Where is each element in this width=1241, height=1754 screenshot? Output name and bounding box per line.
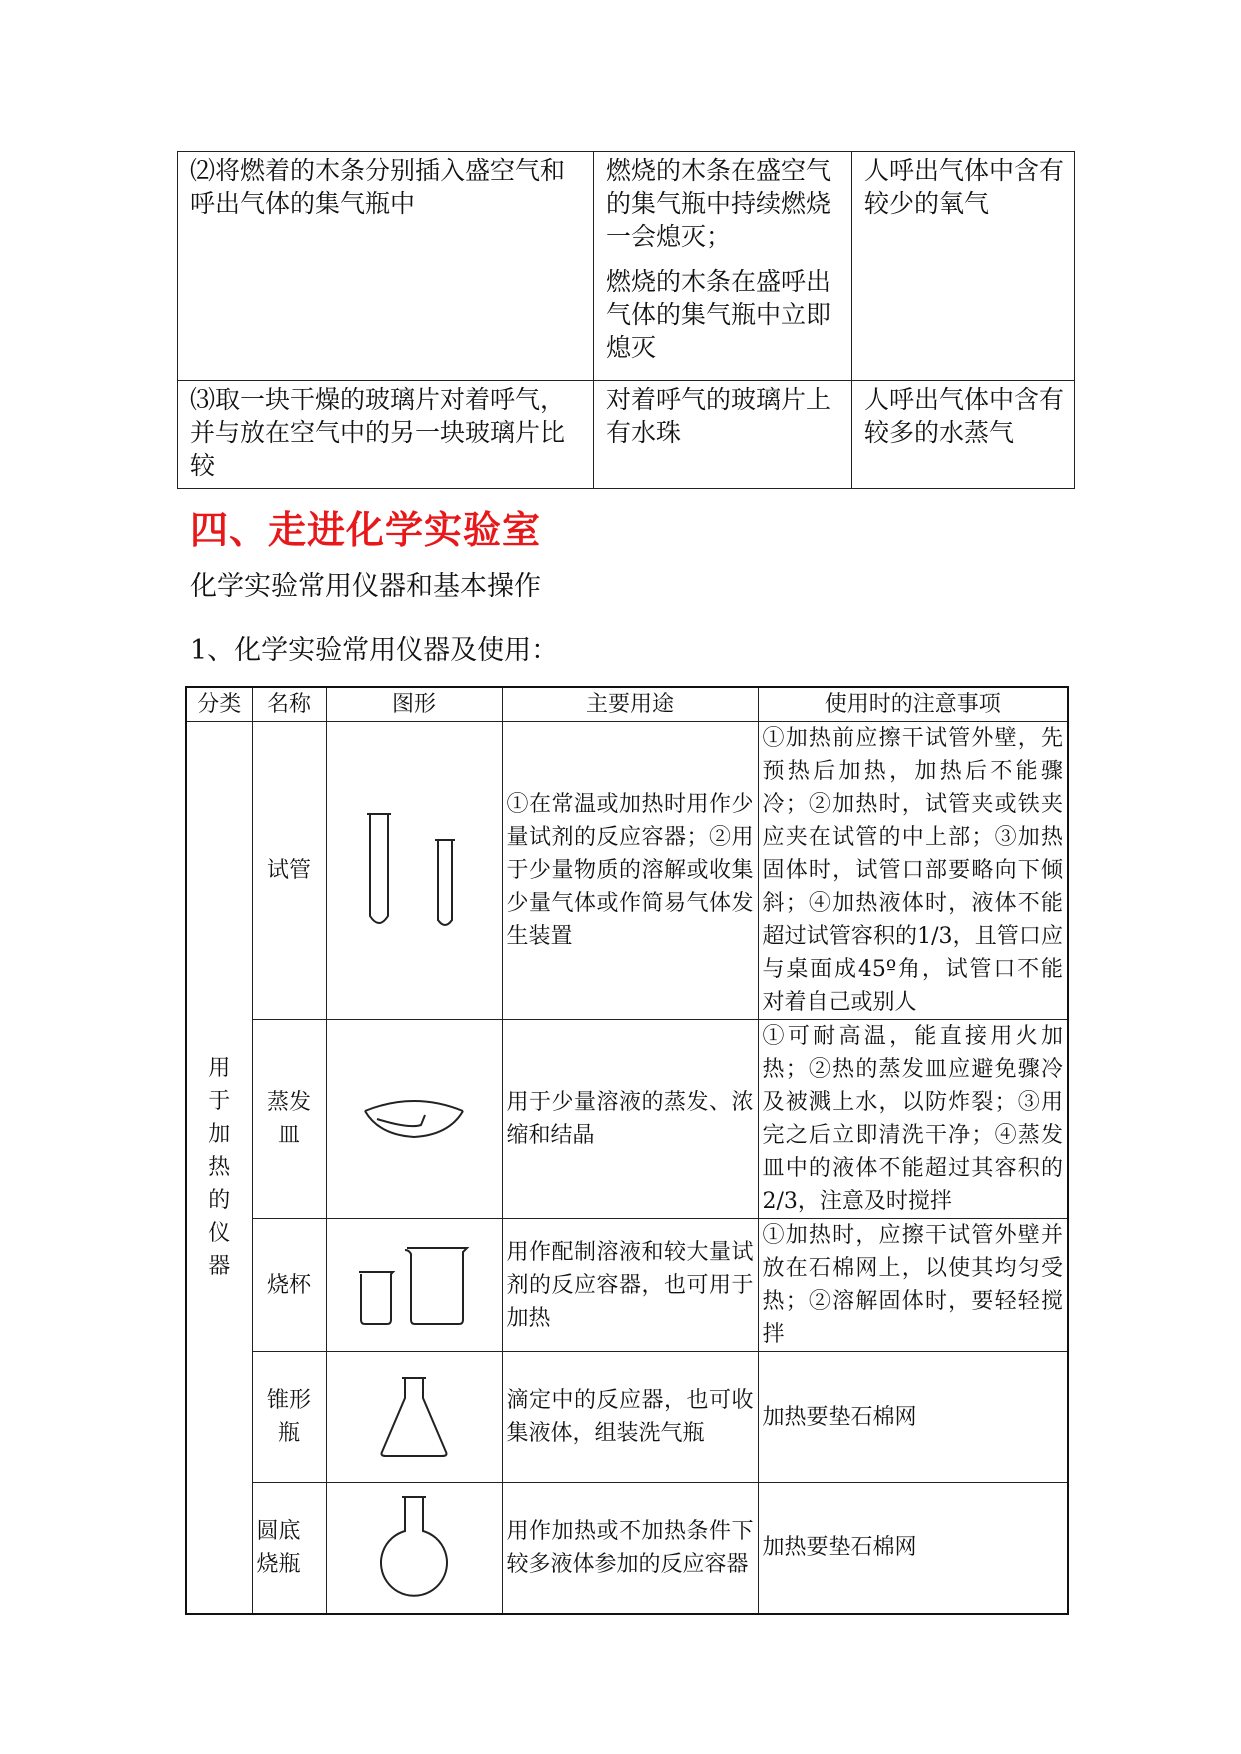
instrument-use: 用作配制溶液和较大量试剂的反应容器，也可用于加热 [502, 1219, 758, 1352]
category-label: 用于加热的仪器 [208, 1055, 231, 1279]
experiment-step: ⑶取一块干燥的玻璃片对着呼气，并与放在空气中的另一块玻璃片比较 [178, 381, 594, 489]
instrument-use: 滴定中的反应器，也可收集液体，组装洗气瓶 [502, 1352, 758, 1483]
instrument-notes: ①可耐高温，能直接用火加热；②热的蒸发皿应避免骤冷及被溅上水，以防炸裂；③用完之后立即清洗干净；④蒸发皿中的液体不能超过其容积的2/3，注意及时搅拌 [758, 1020, 1068, 1219]
section-title: 四、走进化学实验室 [190, 508, 542, 552]
instrument-figure [326, 1020, 502, 1219]
subtitle: 化学实验常用仪器和基本操作 [190, 571, 541, 602]
instrument-figure [326, 1483, 502, 1614]
instrument-use: 用作加热或不加热条件下较多液体参加的反应容器 [502, 1483, 758, 1614]
conical-flask-icon [374, 1372, 454, 1462]
header-notes: 使用时的注意事项 [758, 687, 1068, 722]
experiment-phenomenon: 对着呼气的玻璃片上有水珠 [594, 381, 852, 489]
instrument-use: 用于少量溶液的蒸发、浓缩和结晶 [502, 1020, 758, 1219]
experiment-step: ⑵将燃着的木条分别插入盛空气和呼出气体的集气瓶中 [178, 152, 594, 381]
category-cell [186, 722, 252, 1614]
instrument-notes: 加热要垫石棉网 [758, 1483, 1068, 1614]
evaporating-dish-icon [359, 1089, 469, 1149]
header-use: 主要用途 [502, 687, 758, 722]
table-row [178, 152, 1075, 381]
instrument-notes: ①加热前应擦干试管外壁，先预热后加热，加热后不能骤冷；②加热时，试管夹或铁夹应夹在试管的中上部；③加热固体时，试管口部要略向下倾斜；④加热液体时，液体不能超过试管容积的1/3，且管口应与桌面成45º角，试管口不能对着自己或别人 [758, 722, 1068, 1020]
instrument-notes: 加热要垫石棉网 [758, 1352, 1068, 1483]
instrument-figure [326, 1352, 502, 1483]
instrument-name: 试管 [252, 722, 326, 1020]
header-category: 分类 [186, 687, 252, 722]
instrument-name: 烧杯 [252, 1219, 326, 1352]
instrument-figure [326, 1219, 502, 1352]
instrument-table [185, 686, 1069, 1615]
table-row [186, 722, 1068, 1020]
table-row [178, 381, 1075, 489]
table-row [186, 1483, 1068, 1614]
experiment-conclusion: 人呼出气体中含有较少的氧气 [852, 152, 1075, 381]
experiment-conclusion: 人呼出气体中含有较多的水蒸气 [852, 381, 1075, 489]
test-tube-icon [349, 806, 479, 936]
header-name: 名称 [252, 687, 326, 722]
table-header-row [186, 687, 1068, 722]
instrument-name: 锥形瓶 [252, 1352, 326, 1483]
header-figure: 图形 [326, 687, 502, 722]
instrument-notes: ①加热时，应擦干试管外壁并放在石棉网上，以使其均匀受热；②溶解固体时，要轻轻搅拌 [758, 1219, 1068, 1352]
instrument-name: 圆底烧瓶 [252, 1483, 326, 1614]
instrument-figure [326, 722, 502, 1020]
table-row [186, 1352, 1068, 1483]
experiment-phenomenon: 燃烧的木条在盛空气的集气瓶中持续燃烧一会熄灭； 燃烧的木条在盛呼出气体的集气瓶中立即熄灭 [594, 152, 852, 381]
list-heading: 1、化学实验常用仪器及使用： [190, 635, 559, 666]
round-bottom-flask-icon [374, 1493, 454, 1603]
table-row [186, 1219, 1068, 1352]
beaker-icon [349, 1240, 479, 1330]
table-row [186, 1020, 1068, 1219]
instrument-name: 蒸发皿 [252, 1020, 326, 1219]
instrument-use: ①在常温或加热时用作少量试剂的反应容器；②用于少量物质的溶解或收集少量气体或作简易气体发生装置 [502, 722, 758, 1020]
experiment-table [177, 151, 1075, 489]
